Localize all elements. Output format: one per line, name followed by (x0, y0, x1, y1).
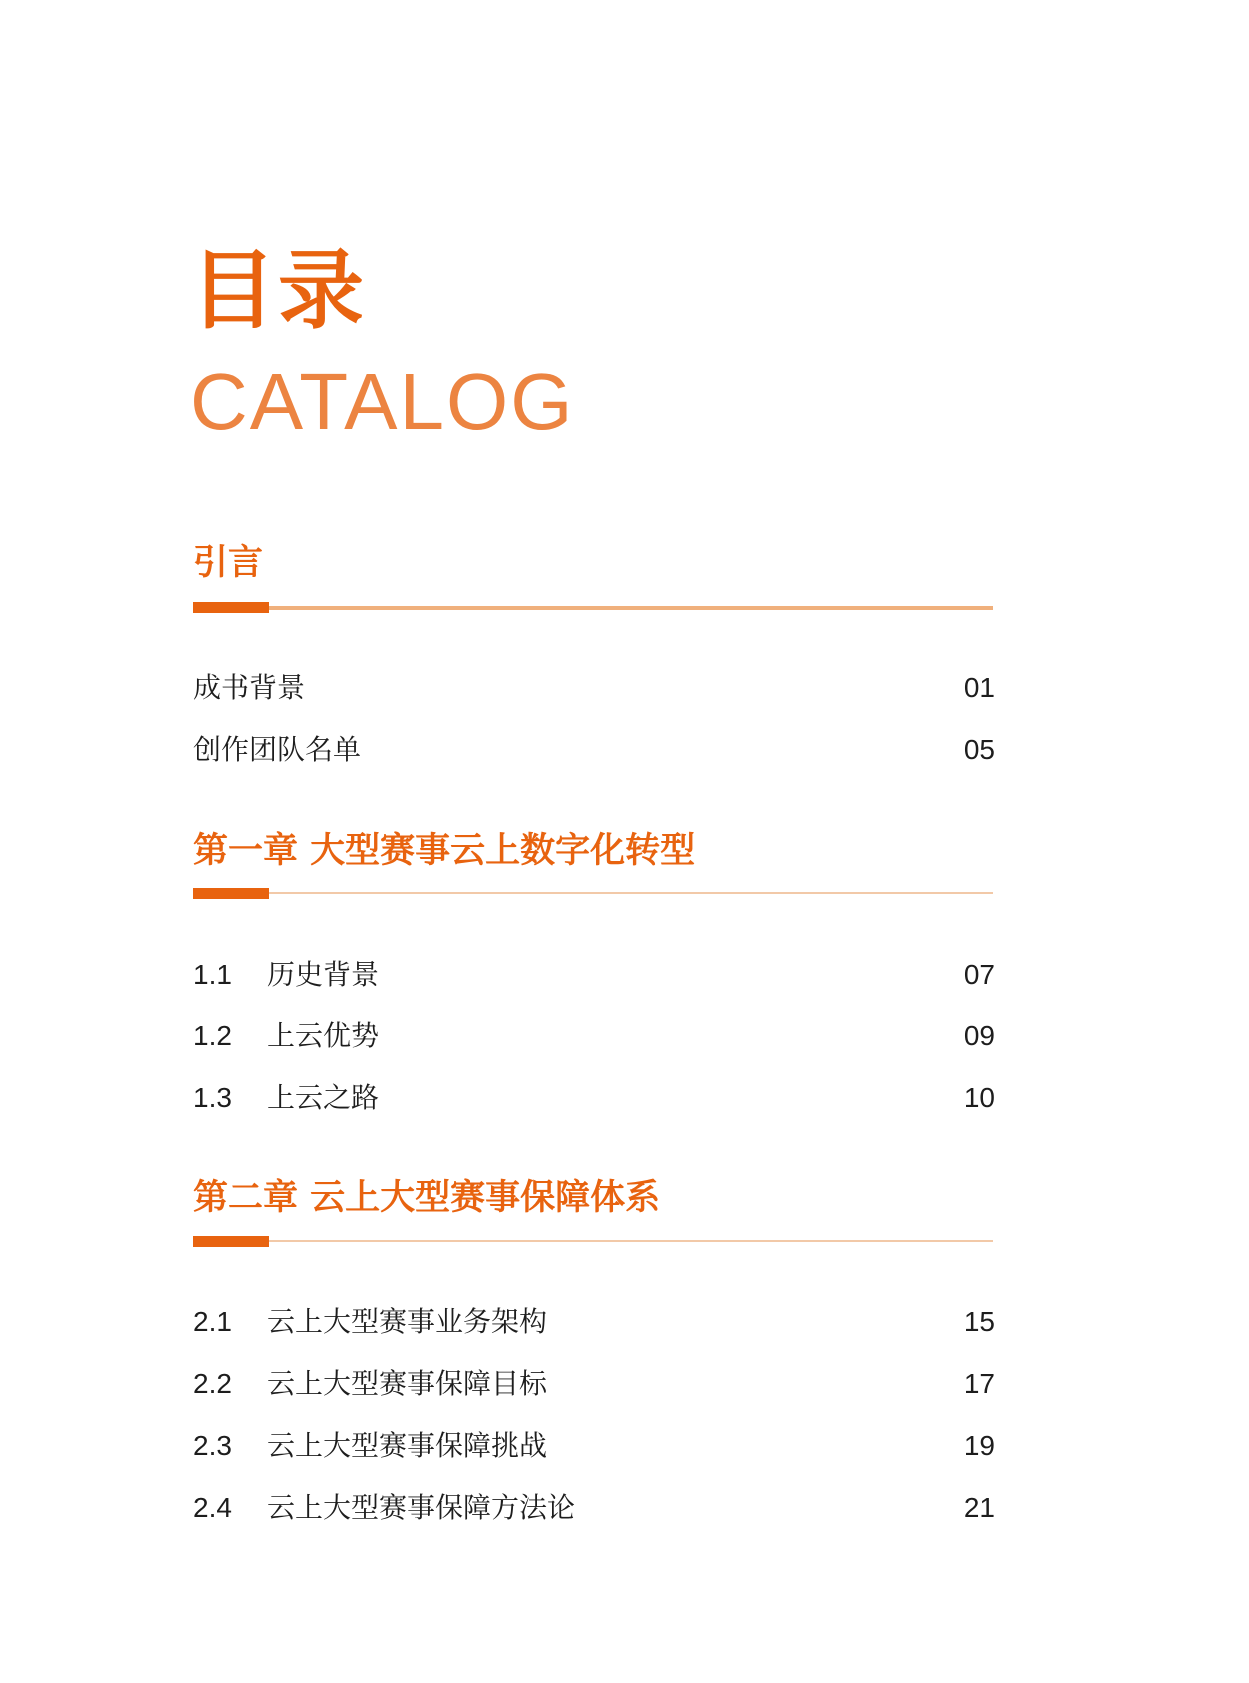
toc-entry-label: 创作团队名单 (193, 733, 362, 766)
toc-entry-page: 07 (963, 959, 995, 990)
toc-entry[interactable] (193, 955, 995, 995)
section-rule (193, 606, 993, 610)
toc-entry-number: 2.3 (193, 1430, 232, 1461)
section-heading-intro: 引言 (193, 543, 264, 583)
toc-entry[interactable] (193, 730, 995, 770)
section-rule (193, 892, 993, 894)
toc-entry-page: 17 (963, 1368, 995, 1399)
toc-entry[interactable] (193, 1078, 995, 1118)
section-heading-chapter-2: 第二章 云上大型赛事保障体系 (193, 1178, 661, 1218)
section-rule-accent (193, 888, 269, 899)
section-rule-accent (193, 602, 269, 613)
toc-entry-label: 云上大型赛事保障挑战 (267, 1429, 548, 1462)
toc-entry-label: 上云之路 (267, 1081, 380, 1114)
toc-entry-page: 10 (963, 1082, 995, 1113)
page-title: 目录 (190, 241, 366, 341)
toc-entry-label: 上云优势 (267, 1019, 380, 1052)
toc-entry-number: 2.4 (193, 1492, 232, 1523)
toc-entry[interactable] (193, 1302, 995, 1342)
toc-entry[interactable] (193, 1488, 995, 1528)
toc-entry-number: 1.1 (193, 959, 232, 990)
toc-entry[interactable] (193, 1364, 995, 1404)
section-rule (193, 1240, 993, 1242)
toc-entry[interactable] (193, 668, 995, 708)
toc-entry-number: 1.3 (193, 1082, 232, 1113)
toc-entry-number: 2.2 (193, 1368, 232, 1399)
toc-entry-label: 历史背景 (267, 958, 380, 991)
toc-entry-page: 19 (963, 1430, 995, 1461)
toc-entry[interactable] (193, 1016, 995, 1056)
toc-entry-label: 成书背景 (193, 671, 306, 704)
toc-entry-page: 01 (963, 672, 995, 703)
toc-entry-label: 云上大型赛事保障方法论 (267, 1491, 576, 1524)
toc-entry-page: 09 (963, 1020, 995, 1051)
toc-entry-number: 2.1 (193, 1306, 232, 1337)
toc-entry-label: 云上大型赛事保障目标 (267, 1367, 548, 1400)
section-rule-accent (193, 1236, 269, 1247)
toc-entry-label: 云上大型赛事业务架构 (267, 1305, 548, 1338)
section-heading-chapter-1: 第一章 大型赛事云上数字化转型 (193, 831, 696, 871)
toc-entry-number: 1.2 (193, 1020, 232, 1051)
toc-entry[interactable] (193, 1426, 995, 1466)
page-subtitle: CATALOG (190, 357, 575, 446)
toc-entry-page: 21 (963, 1492, 995, 1523)
toc-entry-page: 15 (963, 1306, 995, 1337)
toc-entry-page: 05 (963, 734, 995, 765)
